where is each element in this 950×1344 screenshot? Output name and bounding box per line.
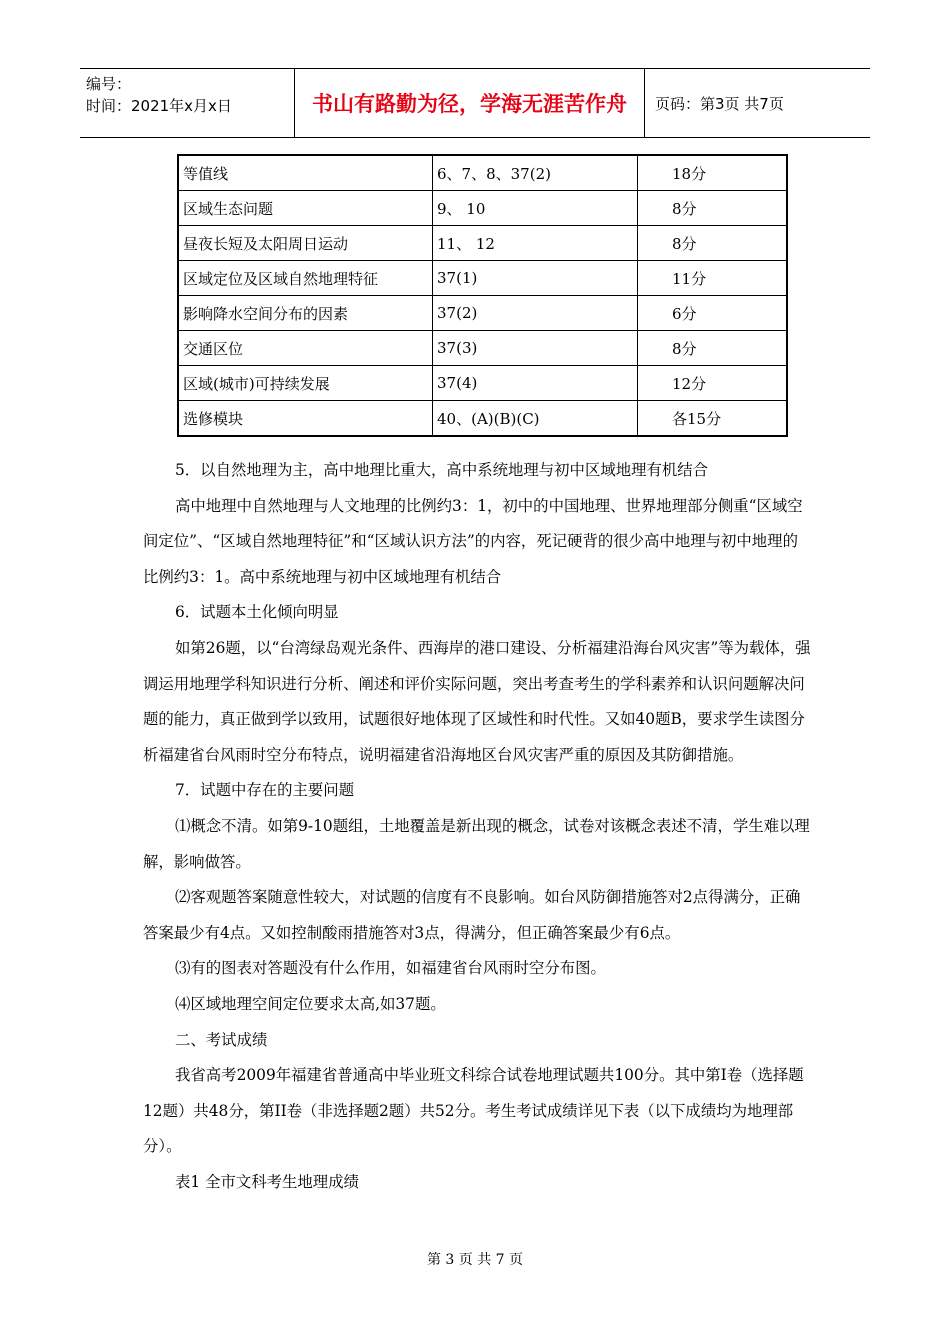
header-page-info: 页码：第3页 共7页 bbox=[655, 94, 784, 113]
list-item: ⑷区域地理空间定位要求太高,如37题。 bbox=[175, 994, 446, 1013]
section-heading-2: 二、考试成绩 bbox=[175, 1030, 268, 1049]
questions-cell: 40、(A)(B)(C) bbox=[433, 401, 638, 437]
paragraph: 高中地理中自然地理与人文地理的比例约3：1，初中的中国地理、世界地理部分侧重“区域空间定位”、“区域自然地理特征”和“区域认识方法”的内容，死记硬背的很少高中地理与初中地理的比例约3：1。高中系统地理与初中区域地理有机结合 bbox=[143, 496, 803, 586]
date-line: 时间：2021年x月x日 bbox=[86, 97, 232, 115]
section-heading-5: 5．以自然地理为主，高中地理比重大，高中系统地理与初中区域地理有机结合 bbox=[175, 461, 709, 479]
page-header bbox=[80, 68, 870, 138]
header-meta bbox=[80, 69, 295, 137]
list-item: ⑵客观题答案随意性较大，对试题的信度有不良影响。如台风防御措施答对2点得满分，正确答案最少有4点。又如控制酸雨措施答对3点，得满分，但正确答案最少有6点。 bbox=[143, 888, 801, 942]
table-row bbox=[178, 331, 787, 366]
questions-cell: 37(2) bbox=[433, 296, 638, 331]
paragraph: 我省高考2009年福建省普通高中毕业班文科综合试卷地理试题共100分。其中第Ⅰ卷（选择题12题）共48分，第II卷（非选择题2题）共52分。考生考试成绩详见下表（以下成绩均为地理部分）。 bbox=[143, 1066, 804, 1156]
table-row bbox=[178, 191, 787, 226]
points-cell: 8分 bbox=[638, 226, 788, 261]
table-row bbox=[178, 401, 787, 437]
topic-cell: 区域生态问题 bbox=[178, 191, 433, 226]
table-row bbox=[178, 366, 787, 401]
list-item: ⑶有的图表对答题没有什么作用，如福建省台风雨时空分布图。 bbox=[175, 959, 606, 978]
points-cell: 18分 bbox=[638, 155, 788, 191]
questions-cell: 9、 10 bbox=[433, 191, 638, 226]
questions-cell: 37(1) bbox=[433, 261, 638, 296]
table-row bbox=[178, 226, 787, 261]
questions-cell: 37(4) bbox=[433, 366, 638, 401]
number-label: 编号： bbox=[86, 75, 132, 93]
topic-cell: 昼夜长短及太阳周日运动 bbox=[178, 226, 433, 261]
section-heading-7: 7．试题中存在的主要问题 bbox=[175, 781, 355, 800]
score-table bbox=[177, 154, 788, 437]
points-cell: 12分 bbox=[638, 366, 788, 401]
questions-cell: 6、7、8、37(2) bbox=[433, 155, 638, 191]
topic-cell: 选修模块 bbox=[178, 401, 433, 437]
table-row bbox=[178, 296, 787, 331]
points-cell: 8分 bbox=[638, 331, 788, 366]
page-footer: 第 3 页 共 7 页 bbox=[426, 1252, 524, 1268]
topic-cell: 区域定位及区域自然地理特征 bbox=[178, 261, 433, 296]
list-item: ⑴概念不清。如第9-10题组，土地覆盖是新出现的概念，试卷对该概念表述不清，学生难以理解，影响做答。 bbox=[143, 816, 810, 871]
table-row bbox=[178, 155, 787, 191]
questions-cell: 37(3) bbox=[433, 331, 638, 366]
table-caption: 表1 全市文科考生地理成绩 bbox=[175, 1172, 359, 1191]
table-row bbox=[178, 261, 787, 296]
paragraph: 如第26题，以“台湾绿岛观光条件、西海岸的港口建设、分析福建沿海台风灾害”等为载体，强调运用地理学科知识进行分析、阐述和评价实际问题，突出考查考生的学科素养和认识问题解决问题的能力，真正做到学以致用，试题很好地体现了区域性和时代性。又如40题B，要求学生读图分析福建省台风雨时空分布特点，说明福建省沿海地区台风灾害严重的原因及其防御措施。 bbox=[143, 638, 811, 764]
topic-cell: 区域(城市)可持续发展 bbox=[178, 366, 433, 401]
topic-cell: 影响降水空间分布的因素 bbox=[178, 296, 433, 331]
points-cell: 11分 bbox=[638, 261, 788, 296]
header-motto: 书山有路勤为径，学海无涯苦作舟 bbox=[295, 69, 645, 137]
points-cell: 8分 bbox=[638, 191, 788, 226]
questions-cell: 11、 12 bbox=[433, 226, 638, 261]
points-cell: 各15分 bbox=[638, 401, 788, 437]
points-cell: 6分 bbox=[638, 296, 788, 331]
section-heading-6: 6．试题本土化倾向明显 bbox=[175, 603, 339, 622]
topic-cell: 等值线 bbox=[178, 155, 433, 191]
topic-cell: 交通区位 bbox=[178, 331, 433, 366]
document-body bbox=[143, 453, 813, 1200]
